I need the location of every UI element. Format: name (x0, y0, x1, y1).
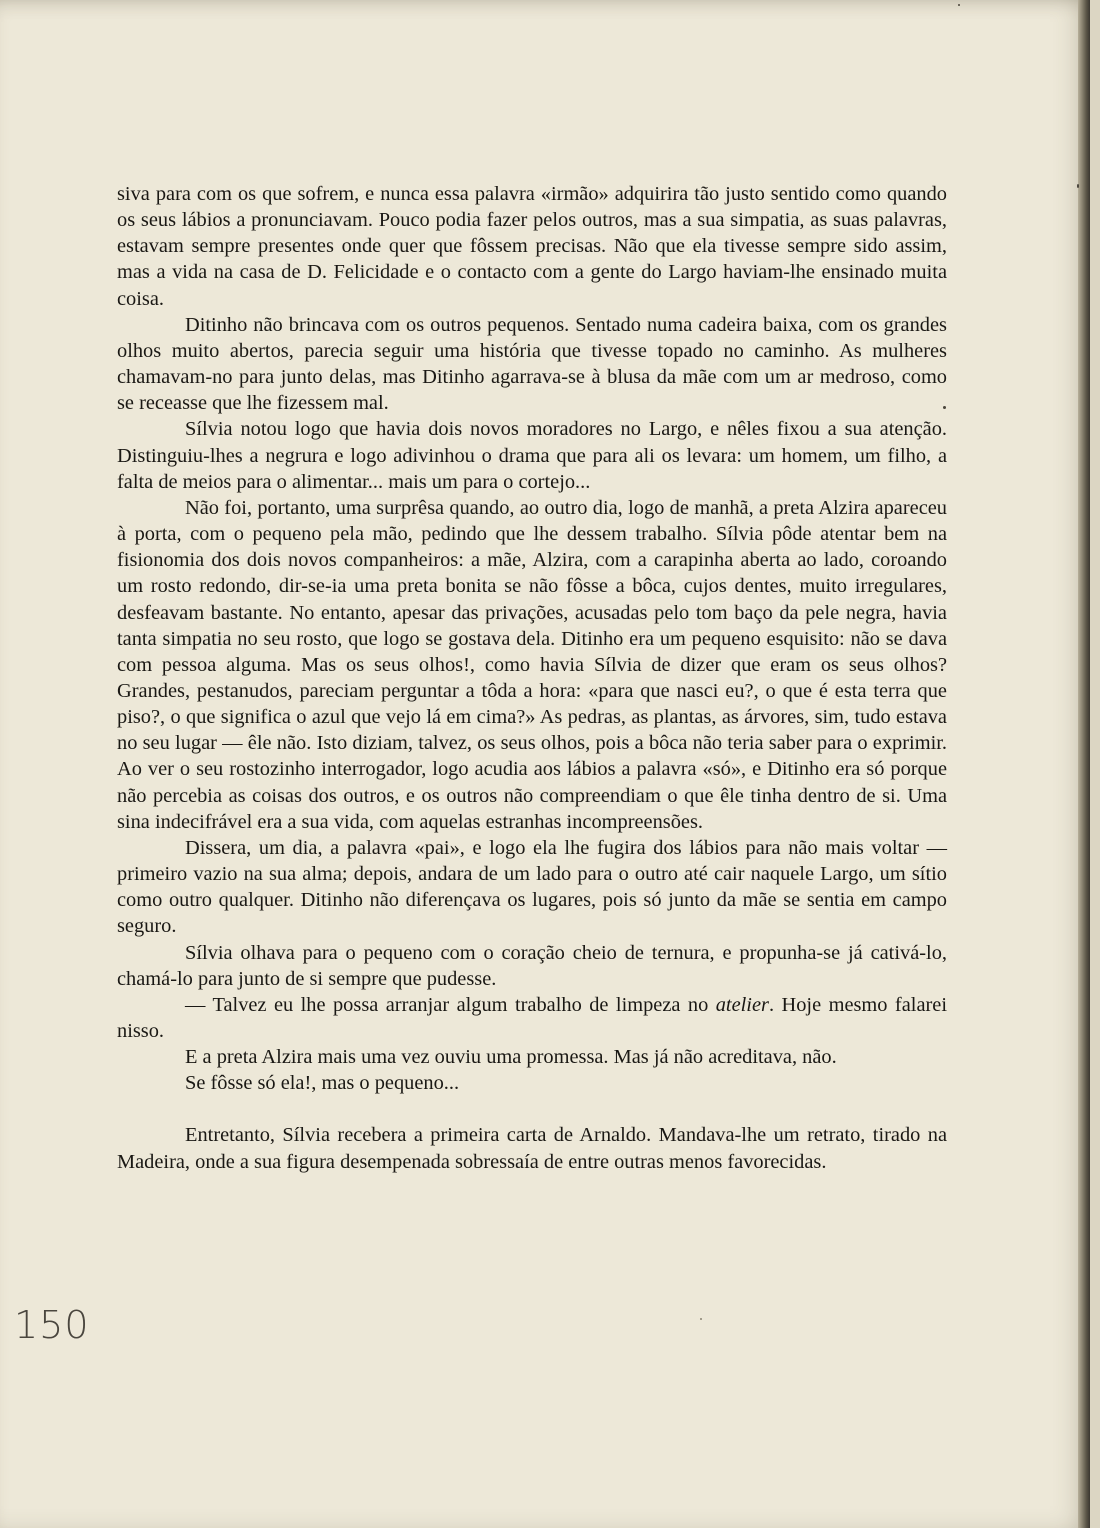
dialogue-paragraph (117, 992, 947, 1044)
paper-speck (943, 406, 946, 409)
page-body (117, 181, 947, 1175)
paragraph: siva para com os que sofrem, e nunca essa palavra «irmão» adquirira tão justo sentido como quando os seus lábios a pronunciavam. Pouco podia fazer pelos outros, mas a sua simpatia, as suas palavras, estavam sempre presentes onde quer que fôssem precisas. Não que ela tivesse sempre sido assim, mas a vida na casa de D. Felicidade e o contacto com a gente do Largo haviam-lhe ensinado muita coisa. (117, 183, 947, 310)
paragraph: E a preta Alzira mais uma vez ouviu uma promessa. Mas já não acreditava, não. (185, 1046, 837, 1069)
paragraph: Dissera, um dia, a palavra «pai», e logo ela lhe fugira dos lábios para não mais voltar — primeiro vazio na sua alma; depois, andara de um lado para o outro até cair naquele Largo, um sítio como outro qualquer. Ditinho não diferençava os lugares, pois só junto da mãe se sentia em campo seguro. (117, 836, 947, 938)
paper-speck (700, 1318, 702, 1320)
dialogue-text: — Talvez eu lhe possa arranjar algum trabalho de limpeza no (185, 993, 716, 1016)
paragraph: Sílvia notou logo que havia dois novos moradores no Largo, e nêles fixou a sua atenção. Distinguiu-lhes a negrura e logo adivinhou o drama que para ali os levara: um homem, um filho, a falta de meios para o alimentar... mais um para o cortejo... (117, 418, 947, 493)
paper-speck (958, 4, 960, 6)
page-number: 150 (14, 1303, 90, 1347)
paragraph: Não foi, portanto, uma surprêsa quando, ao outro dia, logo de manhã, a preta Alzira apareceu à porta, com o pequeno pela mão, pedindo que lhe dessem trabalho. Sílvia pôde atentar bem na fisionomia dos dois novos companheiros: a mãe, Alzira, com a carapinha aberta ao lado, coroando um rosto redondo, dir-se-ia uma preta bonita se não fôsse a bôca, cujos dentes, muito irregulares, desfeavam bastante. No entanto, apesar das privações, acusadas pelo tom baço da pele negra, havia tanta simpatia no seu rosto, que logo se gostava dela. Ditinho era um pequeno esquisito: não se dava com pessoa alguma. Mas os seus olhos!, como havia Sílvia de dizer que eram os seus olhos? Grandes, pestanudos, pareciam perguntar a tôda a hora: «para que nasci eu?, o que é esta terra que piso?, o que significa o azul que vejo lá em cima?» As pedras, as plantas, as árvores, sim, tudo estava no seu lugar — êle não. Isto diziam, talvez, os seus olhos, pois a bôca não teria saber para o exprimir. Ao ver o seu rostozinho interrogador, logo acudia aos lábios a palavra «só», e Ditinho era só porque não percebia as coisas dos outros, e os outros não compreendiam o que êle tinha dentro de si. Uma sina indecifrável era a sua vida, com aquelas estranhas incompreensões. (117, 496, 947, 833)
paper-speck (1077, 184, 1079, 188)
paragraph: Sílvia olhava para o pequeno com o coração cheio de ternura, e propunha-se já cativá-lo, chamá-lo para junto de si sempre que pudesse. (117, 941, 947, 990)
paragraph: Ditinho não brincava com os outros pequenos. Sentado numa cadeira baixa, com os grandes olhos muito abertos, parecia seguir uma história que tivesse topado no caminho. As mulheres chamavam-no para junto delas, mas Ditinho agarrava-se à blusa da mãe com um ar medroso, como se receasse que lhe fizessem mal. (117, 313, 947, 415)
section-paragraph: Entretanto, Sílvia recebera a primeira carta de Arnaldo. Mandava-lhe um retrato, tirado na Madeira, onde a sua figura desempenada sobressaía de entre outras menos favorecidas. (117, 1124, 947, 1173)
dialogue-text-end: . Hoje mesmo falarei nisso. (117, 993, 947, 1042)
italic-word: atelier (715, 993, 769, 1016)
page-edge-shadow (1078, 0, 1090, 1528)
paragraph: Se fôsse só ela!, mas o pequeno... (185, 1072, 460, 1095)
